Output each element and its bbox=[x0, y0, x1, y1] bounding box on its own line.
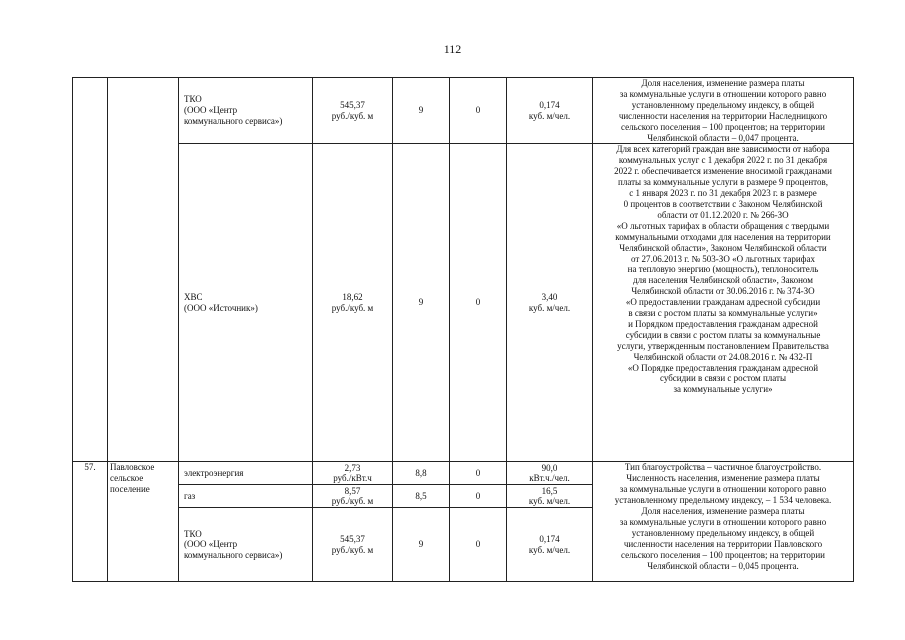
deviation-cell bbox=[450, 462, 507, 485]
index-cell bbox=[393, 144, 450, 462]
tariff-value: 18,62 руб./куб. м bbox=[331, 292, 374, 313]
deviation-value: 0 bbox=[475, 105, 481, 116]
index-value: 9 bbox=[418, 539, 424, 550]
volume-cell bbox=[507, 462, 593, 485]
note-text: Тип благоустройства – частичное благоустройство. Численность населения, изменение размера платы за коммунальные услуги в отношении которого равно установленному предельному индексу, – 1 534 человека. Доля населения, изменение размера платы за коммунальные услуги в отношении которого равно установленному предельному индексу, в общей численности населения на территории Павловского сельского поселения – 100 процентов; на территории Челябинской области – 0,045 процента. bbox=[614, 462, 832, 571]
service-name: ХВС (ООО «Источник») bbox=[184, 292, 258, 313]
row-number-cell bbox=[73, 462, 108, 582]
deviation-value: 0 bbox=[475, 297, 481, 308]
service-name-cell bbox=[179, 508, 313, 582]
volume-value: 0,174 куб. м/чел. bbox=[528, 534, 571, 555]
note-cell bbox=[593, 78, 854, 144]
table-row bbox=[73, 462, 854, 485]
volume-value: 0,174 куб. м/чел. bbox=[528, 99, 571, 121]
table-row bbox=[73, 78, 854, 144]
tariff-table bbox=[72, 77, 854, 582]
index-cell bbox=[393, 508, 450, 582]
service-name: ТКО (ООО «Центр коммунального сервиса») bbox=[184, 528, 283, 561]
note-cell bbox=[593, 144, 854, 462]
index-cell bbox=[393, 78, 450, 144]
row-number-cell bbox=[73, 78, 108, 462]
tariff-cell bbox=[313, 462, 393, 485]
page-number: 112 bbox=[443, 42, 462, 56]
index-value: 9 bbox=[418, 297, 424, 308]
tariff-value: 8,57 руб./куб. м bbox=[331, 485, 374, 507]
volume-cell bbox=[507, 78, 593, 144]
index-value: 8,5 bbox=[415, 490, 427, 501]
note-text: Для всех категорий граждан вне зависимости от набора коммунальных услуг с 1 декабря 2022 г. по 31 декабря 2022 г. обеспечивается изменение вносимой гражданами платы за коммунальные услуги в размере 9 процентов, с 1 января 2023 г. по 31 декабря 2023 г. в размере 0 процентов в соответствии с Законом Челябинской области от 01.12.2020 г. № 266-ЗО «О льготных тарифах в области обращения с твердыми коммунальными отходами для населения на территории Челябинской области», Законом Челябинской области от 27.06.2013 г. № 503-ЗО «О льготных тарифах на тепловую энергию (мощность), теплоноситель для населения Челябинской области», Законом Челябинской области от 30.06.2016 г. № 374-ЗО «О предоставлении гражданам адресной субсидии в связи с ростом платы за коммунальные услуги» и Порядком предоставления гражданам адресной субсидии в связи с ростом платы за коммунальные услуги, утвержденным постановлением Правительства Челябинской области от 24.08.2016 г. № 432-П «О Порядке предоставления гражданам адресной субсидии в связи с ростом платы за коммунальные услуги» bbox=[614, 144, 832, 395]
service-name: ТКО (ООО «Центр коммунального сервиса») bbox=[184, 94, 283, 127]
volume-value: 16,5 куб. м/чел. bbox=[528, 485, 571, 507]
index-cell bbox=[393, 462, 450, 485]
index-value: 9 bbox=[418, 105, 424, 116]
deviation-cell bbox=[450, 485, 507, 508]
volume-value: 90,0 кВт.ч./чел. bbox=[529, 462, 570, 484]
index-cell bbox=[393, 485, 450, 508]
note-cell bbox=[593, 462, 854, 582]
note-text: Доля населения, изменение размера платы за коммунальные услуги в отношении которого равно установленному предельному индексу, в общей численности населения на территории Наследницкого сельского поселения – 100 процентов; на территории Челябинской области – 0,047 процента. bbox=[618, 78, 828, 143]
volume-cell bbox=[507, 144, 593, 462]
tariff-cell bbox=[313, 508, 393, 582]
tariff-cell bbox=[313, 78, 393, 144]
service-name-cell bbox=[179, 485, 313, 508]
settlement-name: Павловское сельское поселение bbox=[110, 462, 155, 495]
table-row bbox=[73, 144, 854, 462]
deviation-cell bbox=[450, 144, 507, 462]
settlement-cell bbox=[108, 78, 179, 462]
volume-value: 3,40 куб. м/чел. bbox=[528, 292, 571, 313]
service-name: газ bbox=[184, 490, 196, 501]
index-value: 8,8 bbox=[415, 467, 427, 478]
service-name-cell bbox=[179, 462, 313, 485]
row-number: 57. bbox=[84, 462, 96, 473]
deviation-value: 0 bbox=[475, 490, 481, 501]
deviation-value: 0 bbox=[475, 539, 481, 550]
tariff-cell bbox=[313, 485, 393, 508]
tariff-value: 2,73 руб./кВт.ч bbox=[333, 462, 372, 484]
tariff-value: 545,37 руб./куб. м bbox=[331, 534, 374, 555]
service-name: электроэнергия bbox=[184, 467, 244, 478]
deviation-cell bbox=[450, 508, 507, 582]
service-name-cell bbox=[179, 144, 313, 462]
tariff-cell bbox=[313, 144, 393, 462]
deviation-value: 0 bbox=[475, 467, 481, 478]
deviation-cell bbox=[450, 78, 507, 144]
tariff-value: 545,37 руб./куб. м bbox=[331, 99, 374, 121]
volume-cell bbox=[507, 485, 593, 508]
service-name-cell bbox=[179, 78, 313, 144]
volume-cell bbox=[507, 508, 593, 582]
settlement-cell bbox=[108, 462, 179, 582]
